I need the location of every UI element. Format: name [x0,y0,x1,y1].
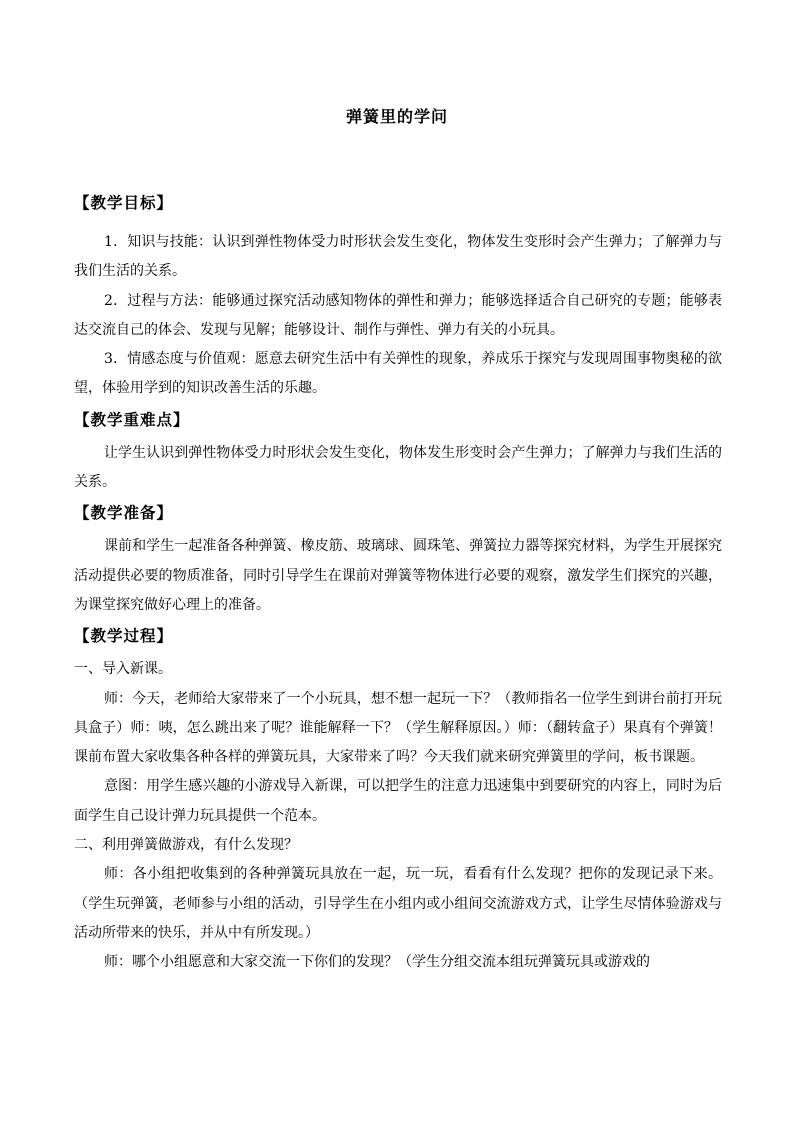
step-1-paragraph-2: 意图：用学生感兴趣的小游戏导入新课，可以把学生的注意力迅速集中到要研究的内容上，同时为后面学生自己设计弹力玩具提供一个范本。 [74,778,722,824]
step-1-paragraph-1: 师：今天，老师给大家带来了一个小玩具，想不想一起玩一下？（教师指名一位学生到讲台前打开玩具盒子）师：咦，怎么跳出来了呢？谁能解释一下？（学生解释原因。）师：（翻转盒子）果真有个弹簧！课前布置大家收集各种各样的弹簧玩具，大家带来了吗？今天我们就来研究弹簧里的学问，板书课题。 [74,690,722,766]
step-2-paragraph-2: 师：哪个小组愿意和大家交流一下你们的发现？（学生分组交流本组玩弹簧玩具或游戏的 [104,954,650,971]
goal-paragraph-3: 3．情感态度与价值观：愿意去研究生活中有关弹性的现象，养成乐于探究与发现周围事物奥秘的欲望，体验用学到的知识改善生活的乐趣。 [74,351,722,397]
key-points-paragraph: 让学生认识到弹性物体受力时形状会发生变化，物体发生形变时会产生弹力；了解弹力与我们生活的关系。 [74,444,722,491]
preparation-paragraph: 课前和学生一起准备各种弹簧、橡皮筋、玻璃球、圆珠笔、弹簧拉力器等探究材料，为学生开展探究活动提供必要的物质准备，同时引导学生在课前对弹簧等物体进行必要的观察，激发学生们探究的兴趣，为课堂探究做好心理上的准备。 [74,538,722,613]
step-2-paragraph-1: 师：各小组把收集到的各种弹簧玩具放在一起，玩一玩，看看有什么发现？把你的发现记录下来。（学生玩弹簧，老师参与小组的活动，引导学生在小组内或小组间交流游戏方式，让学生尽情体验游戏与活动所带来的快乐，并从中有所发现。） [74,866,722,941]
heading-preparation: 【教学准备】 [74,503,174,523]
step-1-heading: 一、导入新课。 [74,661,172,678]
page-title: 弹簧里的学问 [345,107,448,126]
goal-paragraph-1: 1．知识与技能：认识到弹性物体受力时形状会发生变化，物体发生变形时会产生弹力；了解弹力与我们生活的关系。 [74,234,722,280]
heading-key-points: 【教学重难点】 [74,409,190,429]
goal-paragraph-2: 2．过程与方法：能够通过探究活动感知物体的弹性和弹力；能够选择适合自己研究的专题；能够表达交流自己的体会、发现与见解；能够设计、制作与弹性、弹力有关的小玩具。 [74,292,722,338]
document-body [74,187,722,978]
step-2-heading: 二、利用弹簧做游戏，有什么发现？ [74,837,298,854]
heading-process: 【教学过程】 [74,626,174,646]
heading-teaching-goals: 【教学目标】 [74,193,174,212]
